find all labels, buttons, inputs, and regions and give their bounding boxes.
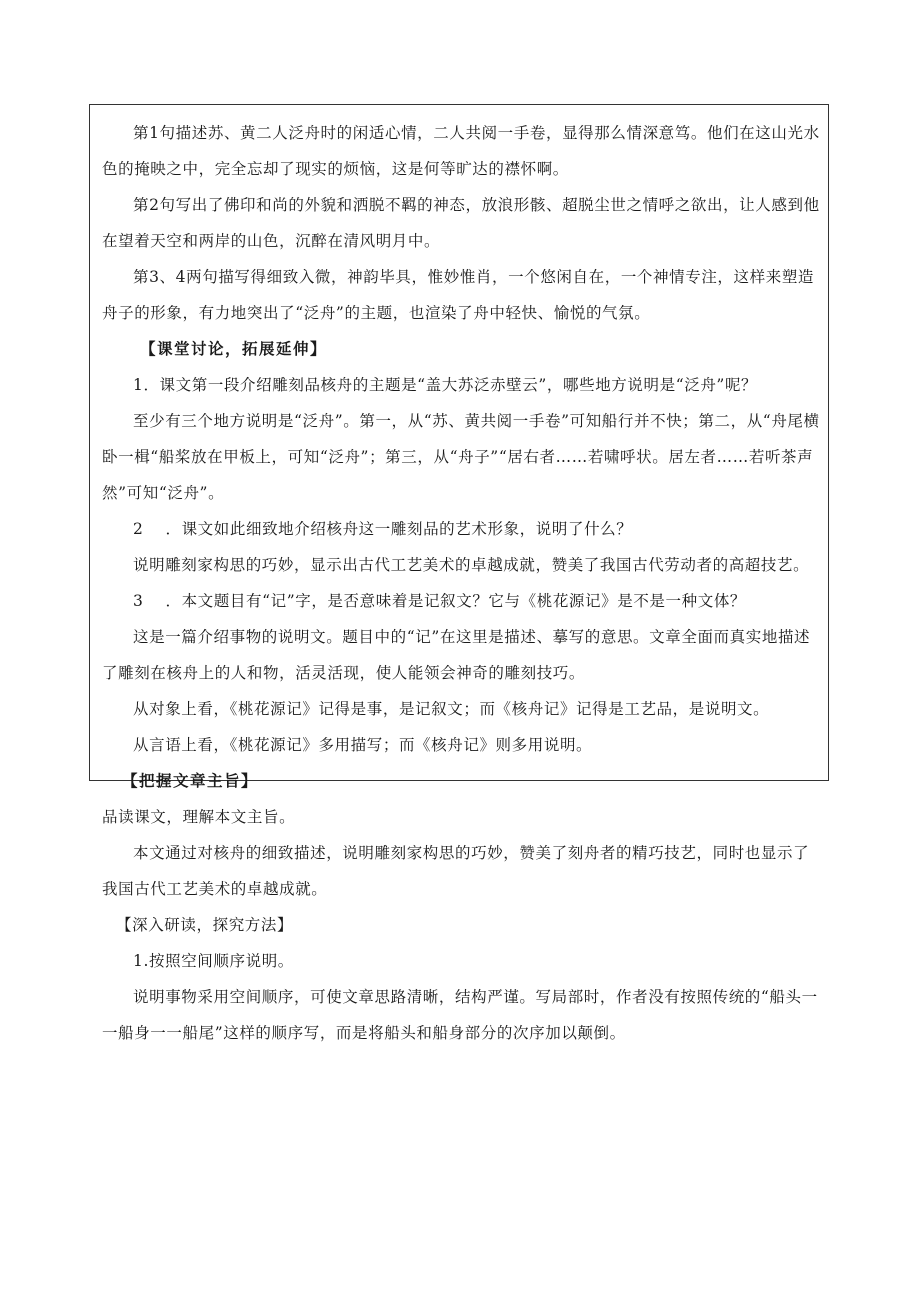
paragraph-sentence-1: 第1句描述苏、黄二人泛舟时的闲适心情，二人共阅一手卷，显得那么情深意笃。他们在这山光水色的掩映之中，完全忘却了现实的烦恼，这是何等旷达的襟怀啊。 <box>102 124 820 178</box>
theme-summary: 本文通过对核舟的细致描述，说明雕刻家构思的巧妙，赞美了刻舟者的精巧技艺，同时也显示了我国古代工艺美术的卓越成就。 <box>102 844 810 898</box>
question-3-text: ．本文题目有“记”字，是否意味着是记叙文？它与《桃花源记》是不是一种文体？ <box>165 592 747 610</box>
theme-instruction: 品读课文，理解本文主旨。 <box>102 808 296 826</box>
section-heading-discussion: 【课堂讨论，拓展延伸】 <box>140 339 328 358</box>
answer-1: 至少有三个地方说明是“泛舟”。第一，从“苏、黄共阅一手卷”可知船行并不快；第二，从“舟尾横卧一楫“船桨放在甲板上，可知“泛舟”；第三，从“舟子”“居右者……若啸呼状。居左者……若听茶声然”可知“泛舟”。 <box>102 412 820 502</box>
section-heading-theme: 【把握文章主旨】 <box>122 771 259 790</box>
question-3-number: 3 <box>133 592 144 610</box>
answer-3-language: 从言语上看，《桃花源记》多用描写；而《核舟记》则多用说明。 <box>133 736 593 754</box>
paragraph-sentence-3-4: 第3、4两句描写得细致入微，神韵毕具，惟妙惟肖，一个悠闲自在，一个神情专注，这样来塑造舟子的形象，有力地突出了“泛舟”的主题，也渲染了舟中轻快、愉悦的气氛。 <box>102 268 815 322</box>
question-2-number: 2 <box>133 520 144 538</box>
method-explanation: 说明事物采用空间顺序，可使文章思路清晰，结构严谨。写局部时，作者没有按照传统的“船头一一船身一一船尾”这样的顺序写，而是将船头和船身部分的次序加以颠倒。 <box>102 988 818 1042</box>
answer-3: 这是一篇介绍事物的说明文。题目中的“记”在这里是描述、摹写的意思。文章全面而真实地描述了雕刻在核舟上的人和物，活灵活现，使人能领会神奇的雕刻技巧。 <box>102 628 811 682</box>
question-1: 1．课文第一段介绍雕刻品核舟的主题是“盖大苏泛赤壁云”，哪些地方说明是“泛舟”呢？ <box>133 376 758 394</box>
answer-2: 说明雕刻家构思的巧妙，显示出古代工艺美术的卓越成就，赞美了我国古代劳动者的高超技艺。 <box>133 556 810 574</box>
question-2-text: ．课文如此细致地介绍核舟这一雕刻品的艺术形象，说明了什么？ <box>165 520 633 538</box>
question-3 <box>102 583 820 619</box>
content-frame <box>89 104 829 1042</box>
section-heading-method: 【深入研读，探究方法】 <box>116 916 294 934</box>
question-2 <box>102 511 820 547</box>
method-point-1: 1.按照空间顺序说明。 <box>133 952 294 970</box>
paragraph-sentence-2: 第2句写出了佛印和尚的外貌和洒脱不羁的神态，放浪形骸、超脱尘世之情呼之欲出，让人感到他在望着天空和两岸的山色，沉醉在清风明月中。 <box>102 196 820 250</box>
answer-3-object: 从对象上看，《桃花源记》记得是事，是记叙文；而《核舟记》记得是工艺品，是说明文。 <box>133 700 770 718</box>
